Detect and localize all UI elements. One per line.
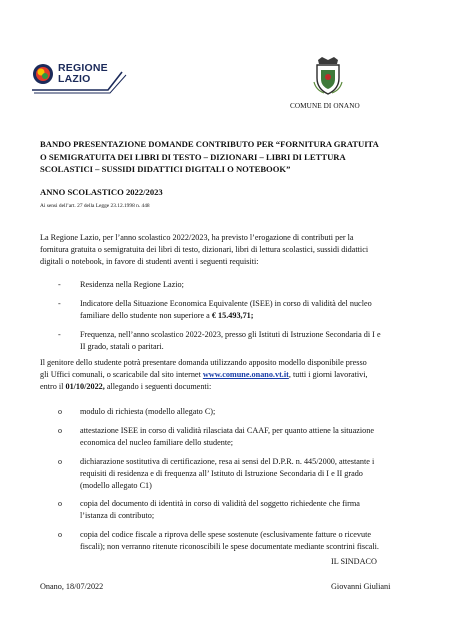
signer-name: Giovanni Giuliani <box>331 582 391 591</box>
circle-bullet: o <box>58 457 62 466</box>
comune-name: COMUNE DI ONANO <box>290 102 360 110</box>
deadline: 01/10/2022, <box>65 381 105 391</box>
coat-of-arms-icon <box>310 56 346 96</box>
regione-lazio-logo <box>30 58 140 98</box>
isee-threshold: € 15.493,71; <box>211 310 254 320</box>
dash-bullet: - <box>58 280 61 289</box>
dash-bullet: - <box>58 330 61 339</box>
circle-bullet: o <box>58 499 62 508</box>
signature-role: IL SINDACO <box>331 557 377 566</box>
title-line: O SEMIGRATUITA DEI LIBRI DI TESTO – DIZIONARI – LIBRI DI LETTURA <box>40 151 346 162</box>
regione-lazio-wordmark: REGIONE LAZIO <box>58 62 108 85</box>
intro-paragraph: La Regione Lazio, per l’anno scolastico 2022/2023, ha previsto l’erogazione di contributi per la fornitura gratuita o semigratuita dei libri di testo, dizionari, libri di lettura scolastici, sussidi didattici digitali o notebook, in favore di studenti aventi i seguenti requisiti: <box>40 233 369 266</box>
website-link[interactable]: www.comune.onano.vt.it <box>202 369 289 379</box>
dash-bullet: - <box>58 299 61 308</box>
circle-bullet: o <box>58 407 62 416</box>
document-page: REGIONE LAZIO COMUNE DI ONANO BANDO PRESENTAZIONE DOMANDE CONTRIBUTO PER “FORNITURA GRATUITA O SEMIGRATUITA DEI LIBRI DI TESTO – DIZIONARI – LIBRI DI LETTURA SCOLASTICI – SUSSIDI DIDATTICI DIGITALI O NOTEBOOK” ANNO SCOLASTICO 2022/2023 Ai sensi dell’art. 27 della Legge 23.12.1998 n. 448 La Regione Lazio, per l’anno scolastico 2022/2023, ha previsto l’erogazione di contributi per la fornitura gratuita o semigratuita dei libri di testo, dizionari, libri di lettura scolastici, sussidi didattici digitali o notebook, in favore di studenti aventi i seguenti requisiti: - Residenza nella Regione Lazio; - Indicatore della Situazione Economica Equivalente (ISEE) in corso di validità del nucleo familiare dello studente non superiore a € 15.493,71; - Frequenza, nell’anno scolastico 2022-2023, presso gli Istituti di Istruzione Secondaria di I e II grado, statali o paritari. Il genitore dello studente potrà presentare domanda utilizzando apposito modello disponibile presso gli Uffici comunali, o scaricabile dal sito internet www.comune.onano.vt.it, tutti i giorni lavorativi, entro il 01/10/2022, allegando i seguenti documenti: o modulo di richiesta (modello allegato C); o attestazione ISEE in corso di validità rilasciata dai CAAF, per quanto attiene la situazione economica del nucleo familiare dello studente; o dichiarazione sostitutiva di certificazione, resa ai sensi del D.P.R. n. 445/2000, attestante i requisiti di residenza e di frequenza all’ Istituto di Istruzione Secondaria di I e II grado (modello allegato C1) o copia del documento di identità in corso di validità del soggetto richiedente che firma l’istanza di contributo; o copia del codice fiscale a riprova delle spese sostenute (esclusivamente fatture o ricevute fiscali); non verranno ritenute riconoscibili le spese documentate mediante scontrini fiscali. IL SINDACO Onano, 18/07/2022 Giovanni Giuliani <box>0 0 450 637</box>
law-reference: Ai sensi dell’art. 27 della Legge 23.12.1998 n. 448 <box>40 203 150 209</box>
circle-bullet: o <box>58 426 62 435</box>
title-line: SCOLASTICI – SUSSIDI DIDATTICI DIGITALI O NOTEBOOK” <box>40 164 291 174</box>
circle-bullet: o <box>58 530 62 539</box>
application-paragraph: Il genitore dello studente potrà presentare domanda utilizzando apposito modello disponibile presso gli Uffici comunali, o scaricabile dal sito internet www.comune.onano.vt.it, tutti i giorni lavorativi, entro il 01/10/2022, allegando i seguenti documenti: <box>40 358 368 391</box>
title-line: BANDO PRESENTAZIONE DOMANDE CONTRIBUTO PER “FORNITURA GRATUITA <box>40 139 379 149</box>
place-date: Onano, 18/07/2022 <box>40 582 104 591</box>
school-year: ANNO SCOLASTICO 2022/2023 <box>40 187 163 197</box>
comune-onano-crest <box>310 56 346 96</box>
document-title <box>40 138 420 176</box>
